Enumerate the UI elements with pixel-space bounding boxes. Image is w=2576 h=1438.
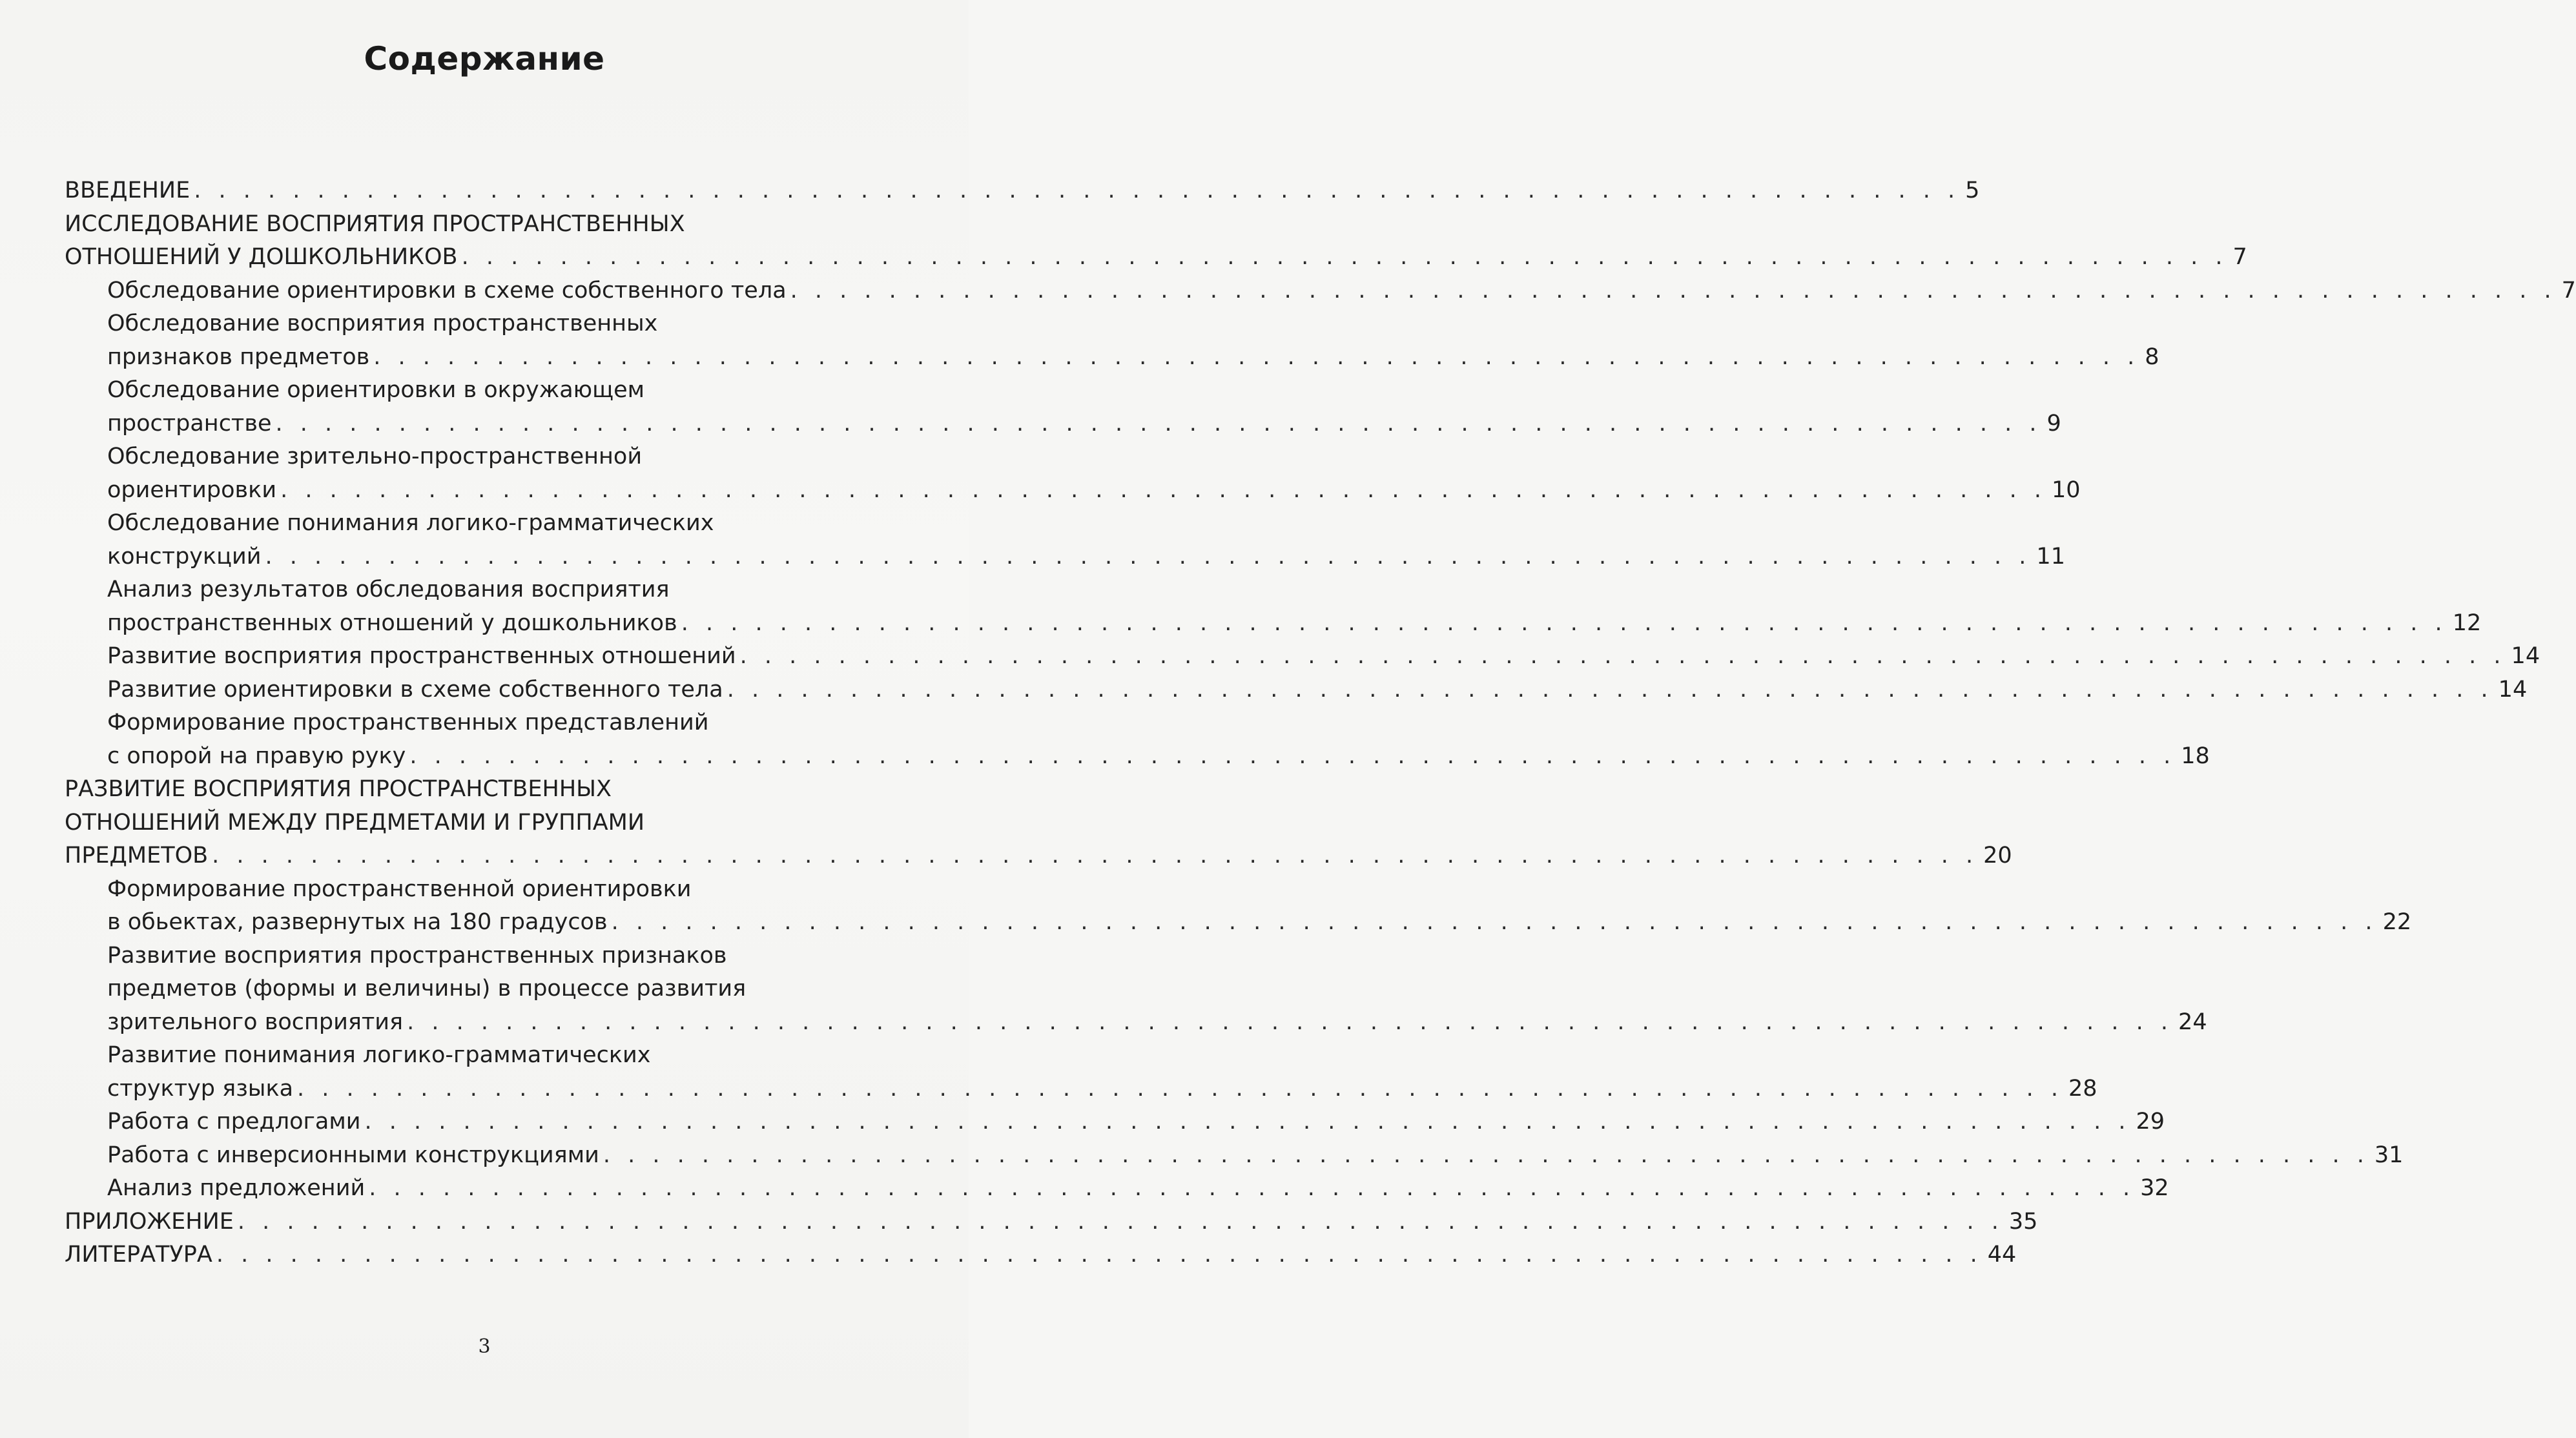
dot-leader: . . . . . . . . . . . . . . . . . . . . . . . . . . . . . . . . . . . . . . . . . . . . . . . . . . . . . . . . . . . . . . . . . . . . . . . . <box>409 743 2176 769</box>
dot-leader: . . . . . . . . . . . . . . . . . . . . . . . . . . . . . . . . . . . . . . . . . . . . . . . . . . . . . . . . . . . . . . . . . . . . . . . . <box>265 543 2032 570</box>
toc-entry-title: Работа с инверсионными конструкциями <box>107 1142 599 1168</box>
toc-entry-title: ПРИЛОЖЕНИЕ <box>65 1208 234 1235</box>
toc-entry[interactable] <box>65 474 2081 508</box>
toc-entry-page: 7 <box>2232 244 2247 270</box>
toc-entry-page: 31 <box>2374 1142 2404 1168</box>
toc-entry-title: пространстве <box>107 410 272 437</box>
toc-entry[interactable] <box>65 174 1980 208</box>
toc-entry[interactable] <box>65 1206 2038 1239</box>
toc-entry-page: 14 <box>2511 643 2540 669</box>
toc-entry[interactable] <box>65 673 2528 707</box>
toc-entry-page: 8 <box>2145 344 2159 370</box>
toc-entry-title: конструкций <box>107 543 262 570</box>
dot-leader: . . . . . . . . . . . . . . . . . . . . . . . . . . . . . . . . . . . . . . . . . . . . . . . . . . . . . . . . . . . . . . . . . . . . . . . . <box>237 1208 2004 1235</box>
toc-entry[interactable] <box>65 1073 2097 1106</box>
toc-entry-line: Развитие восприятия пространственных признаков <box>107 942 727 969</box>
toc-entry[interactable] <box>65 274 2576 308</box>
dot-leader: . . . . . . . . . . . . . . . . . . . . . . . . . . . . . . . . . . . . . . . . . . . . . . . . . . . . . . . . . . . . . . . . . . . . . . . . <box>726 676 2493 703</box>
toc-entry-page: 22 <box>2382 909 2412 935</box>
toc-entry[interactable] <box>65 740 2210 774</box>
toc-entry-page: 35 <box>2008 1208 2038 1235</box>
toc-entry-page: 24 <box>2178 1009 2207 1035</box>
dot-leader: . . . . . . . . . . . . . . . . . . . . . . . . . . . . . . . . . . . . . . . . . . . . . . . . . . . . . . . . . . . . . . . . . . . . . . . . <box>364 1109 2131 1135</box>
toc-entry-line: ОТНОШЕНИЙ МЕЖДУ ПРЕДМЕТАМИ И ГРУППАМИ <box>65 809 645 836</box>
toc-entry[interactable] <box>65 906 2412 940</box>
toc-entry[interactable] <box>65 1238 2017 1272</box>
toc-entry[interactable] <box>65 1139 2404 1173</box>
toc-entry-page: 14 <box>2498 676 2528 703</box>
dot-leader: . . . . . . . . . . . . . . . . . . . . . . . . . . . . . . . . . . . . . . . . . . . . . . . . . . . . . . . . . . . . . . . . . . . . . . . . <box>407 1009 2174 1035</box>
toc-entry-line: Обследование ориентировки в окружающем <box>107 377 645 403</box>
toc-entry-title: структур языка <box>107 1075 294 1102</box>
toc-entry-page: 32 <box>2140 1175 2169 1201</box>
toc-entry-title: с опорой на правую руку <box>107 743 406 769</box>
toc-entry-title: Развитие восприятия пространственных отношений <box>107 643 736 669</box>
toc-entry[interactable] <box>65 607 2482 641</box>
page-title: Содержание <box>364 40 605 77</box>
toc-entry-title: в обьектах, развернутых на 180 градусов <box>107 909 608 935</box>
toc-entry-page: 28 <box>2068 1075 2097 1102</box>
toc-entry-page: 11 <box>2036 543 2065 570</box>
toc-entry-page: 5 <box>1965 178 1980 203</box>
dot-leader: . . . . . . . . . . . . . . . . . . . . . . . . . . . . . . . . . . . . . . . . . . . . . . . . . . . . . . . . . . . . . . . . . . . . . . . . <box>216 1242 1983 1268</box>
toc-entry[interactable] <box>65 241 2247 274</box>
dot-leader: . . . . . . . . . . . . . . . . . . . . . . . . . . . . . . . . . . . . . . . . . . . . . . . . . . . . . . . . . . . . . . . . . . . . . . . . <box>280 477 2047 503</box>
toc-entry-title: ПРЕДМЕТОВ <box>65 843 209 868</box>
toc-entry[interactable] <box>65 1105 2165 1139</box>
toc-entry-page: 20 <box>1983 843 2012 868</box>
toc-entry-title: Анализ предложений <box>107 1175 366 1201</box>
dot-leader: . . . . . . . . . . . . . . . . . . . . . . . . . . . . . . . . . . . . . . . . . . . . . . . . . . . . . . . . . . . . . . . . . . . . . . . . <box>275 410 2042 437</box>
toc-entry-title: ориентировки <box>107 477 277 503</box>
toc-entry[interactable] <box>65 839 2012 873</box>
page-number: 3 <box>478 1335 491 1358</box>
toc-entry-page: 12 <box>2452 610 2482 636</box>
dot-leader: . . . . . . . . . . . . . . . . . . . . . . . . . . . . . . . . . . . . . . . . . . . . . . . . . . . . . . . . . . . . . . . . . . . . . . . . <box>212 843 1979 868</box>
dot-leader: . . . . . . . . . . . . . . . . . . . . . . . . . . . . . . . . . . . . . . . . . . . . . . . . . . . . . . . . . . . . . . . . . . . . . . . . <box>739 643 2506 669</box>
toc-entry-page: 29 <box>2136 1109 2165 1135</box>
dot-leader: . . . . . . . . . . . . . . . . . . . . . . . . . . . . . . . . . . . . . . . . . . . . . . . . . . . . . . . . . . . . . . . . . . . . . . . . <box>194 178 1961 203</box>
toc-entry-line: Формирование пространственных представлений <box>107 710 709 735</box>
toc-entry-line: РАЗВИТИЕ ВОСПРИЯТИЯ ПРОСТРАНСТВЕННЫХ <box>65 776 612 802</box>
toc-entry-line: Развитие понимания логико-грамматических <box>107 1042 651 1068</box>
toc-entry-line: предметов (формы и величины) в процессе развития <box>107 976 747 1001</box>
dot-leader: . . . . . . . . . . . . . . . . . . . . . . . . . . . . . . . . . . . . . . . . . . . . . . . . . . . . . . . . . . . . . . . . . . . . . . . . <box>611 909 2378 935</box>
dot-leader: . . . . . . . . . . . . . . . . . . . . . . . . . . . . . . . . . . . . . . . . . . . . . . . . . . . . . . . . . . . . . . . . . . . . . . . . <box>461 244 2228 270</box>
dot-leader: . . . . . . . . . . . . . . . . . . . . . . . . . . . . . . . . . . . . . . . . . . . . . . . . . . . . . . . . . . . . . . . . . . . . . . . . <box>369 1175 2136 1201</box>
toc-entry-title: ЛИТЕРАТУРА <box>65 1242 212 1268</box>
toc-entry-title: зрительного восприятия <box>107 1009 404 1035</box>
toc-entry-line: Анализ результатов обследования восприятия <box>107 577 670 602</box>
toc-entry-page: 9 <box>2046 410 2061 437</box>
toc-entry-line: Обследование понимания логико-грамматических <box>107 510 714 536</box>
dot-leader: . . . . . . . . . . . . . . . . . . . . . . . . . . . . . . . . . . . . . . . . . . . . . . . . . . . . . . . . . . . . . . . . . . . . . . . . <box>603 1142 2369 1168</box>
toc-entry-page: 10 <box>2052 477 2081 503</box>
toc-entry-line: Обследование восприятия пространственных <box>107 311 658 336</box>
table-of-contents <box>65 174 2576 1272</box>
toc-entry-title: ВВЕДЕНИЕ <box>65 178 191 203</box>
toc-entry-page: 18 <box>2181 743 2210 769</box>
dot-leader: . . . . . . . . . . . . . . . . . . . . . . . . . . . . . . . . . . . . . . . . . . . . . . . . . . . . . . . . . . . . . . . . . . . . . . . . <box>681 610 2447 636</box>
toc-entry-title: пространственных отношений у дошкольников <box>107 610 677 636</box>
toc-entry-title: ОТНОШЕНИЙ У ДОШКОЛЬНИКОВ <box>65 244 458 270</box>
dot-leader: . . . . . . . . . . . . . . . . . . . . . . . . . . . . . . . . . . . . . . . . . . . . . . . . . . . . . . . . . . . . . . . . . . . . . . . . <box>790 277 2557 303</box>
dot-leader: . . . . . . . . . . . . . . . . . . . . . . . . . . . . . . . . . . . . . . . . . . . . . . . . . . . . . . . . . . . . . . . . . . . . . . . . <box>297 1075 2063 1102</box>
toc-entry[interactable] <box>65 1172 2169 1206</box>
toc-entry-line: Формирование пространственной ориентировки <box>107 876 692 902</box>
toc-entry-page: 7 <box>2561 277 2576 303</box>
toc-entry-title: Развитие ориентировки в схеме собственного тела <box>107 676 723 703</box>
toc-entry-title: Работа с предлогами <box>107 1109 361 1135</box>
toc-entry[interactable] <box>65 341 2159 375</box>
toc-entry[interactable] <box>65 540 2065 574</box>
toc-entry[interactable] <box>65 640 2540 673</box>
toc-entry-line: Обследование зрительно-пространственной <box>107 444 643 469</box>
dot-leader: . . . . . . . . . . . . . . . . . . . . . . . . . . . . . . . . . . . . . . . . . . . . . . . . . . . . . . . . . . . . . . . . . . . . . . . . <box>373 344 2140 370</box>
toc-entry-title: Обследование ориентировки в схеме собственного тела <box>107 277 787 303</box>
toc-entry-page: 44 <box>1987 1242 2017 1268</box>
toc-entry[interactable] <box>65 1006 2207 1040</box>
toc-entry-line: ИССЛЕДОВАНИЕ ВОСПРИЯТИЯ ПРОСТРАНСТВЕННЫХ <box>65 211 685 237</box>
toc-entry-title: признаков предметов <box>107 344 370 370</box>
toc-entry[interactable] <box>65 407 2061 441</box>
